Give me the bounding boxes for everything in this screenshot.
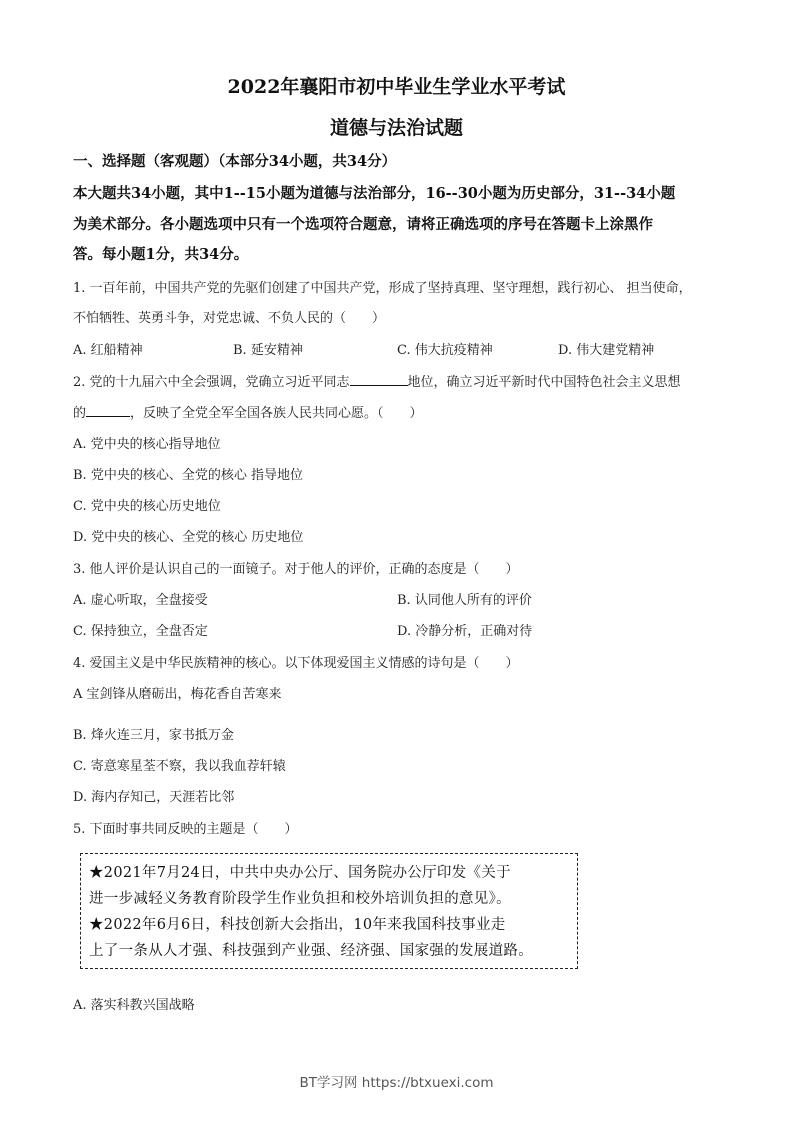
question-3-option-d: D. 冷静分析，正确对待 <box>397 624 533 639</box>
news-line-4: 上了一条从人才强、科技强到产业强、经济强、国家强的发展道路。 <box>89 943 533 959</box>
question-2-option-b: B. 党中央的核心、全党的核心 指导地位 <box>73 468 303 483</box>
exam-title: 2022年襄阳市初中毕业生学业水平考试 <box>227 76 566 98</box>
question-2-option-d: D. 党中央的核心、全党的核心 历史地位 <box>73 530 304 545</box>
news-line-2: 进一步减轻义务教育阶段学生作业负担和校外培训负担的意见》。 <box>89 891 511 907</box>
question-3-option-c: C. 保持独立，全盘否定 <box>73 624 208 639</box>
question-1-text-line-2: 不怕牺牲、英勇斗争，对党忠诚、不负人民的（ ） <box>73 311 386 326</box>
fill-blank-2 <box>86 404 130 417</box>
news-line-1: ★2021年7月24日，中共中央办公厅、国务院办公厅印发《关于 <box>89 865 511 881</box>
question-4-text: 4. 爱国主义是中华民族精神的核心。以下体现爱国主义情感的诗句是（ ） <box>73 656 519 671</box>
news-line-3: ★2022年6月6日，科技创新大会指出，10年来我国科技事业走 <box>89 917 506 933</box>
question-5-text: 5. 下面时事共同反映的主题是（ ） <box>73 822 298 837</box>
question-4-option-c: C. 寄意寒星荃不察，我以我血荐轩辕 <box>73 759 286 774</box>
instructions-line-1: 本大题共34小题，其中1--15小题为道德与法治部分，16--30小题为历史部分，31--34小题 <box>73 185 676 202</box>
section-heading: 一、选择题（客观题）（本部分34小题，共34分） <box>73 153 397 170</box>
question-4-option-d: D. 海内存知己，天涯若比邻 <box>73 790 235 805</box>
question-3-text: 3. 他人评价是认识自己的一面镜子。对于他人的评价，正确的态度是（ ） <box>73 562 519 577</box>
fill-blank-1 <box>350 373 408 386</box>
question-3-option-b: B. 认同他人所有的评价 <box>397 593 532 608</box>
instructions-line-3: 答。每小题1分，共34分。 <box>73 246 249 263</box>
question-1-option-a: A. 红船精神 <box>73 343 143 358</box>
news-excerpt-box <box>80 853 578 969</box>
question-5-option-a: A. 落实科教兴国战略 <box>73 998 195 1013</box>
question-2-text-part-4: ，反映了全党全军全国各族人民共同心愿。（ ） <box>130 406 423 421</box>
question-1-option-c: C. 伟大抗疫精神 <box>397 343 493 358</box>
question-2-text-part-2: 地位，确立习近平新时代中国特色社会主义思想 <box>407 375 681 390</box>
watermark-footer: BT学习网 https://btxuexi.com <box>299 1075 494 1091</box>
question-2-text-line-1 <box>73 371 681 390</box>
question-1-text-line-1: 1. 一百年前，中国共产党的先驱们创建了中国共产党，形成了坚持真理、坚守理想，践行初心、 担当使命， <box>73 281 692 296</box>
question-4-option-b: B. 烽火连三月，家书抵万金 <box>73 728 234 743</box>
question-2-option-a: A. 党中央的核心指导地位 <box>73 437 221 452</box>
question-2-option-c: C. 党中央的核心历史地位 <box>73 499 221 514</box>
question-1-option-d: D. 伟大建党精神 <box>558 343 655 358</box>
question-2-text-part-1: 2. 党的十九届六中全会强调，党确立习近平同志 <box>73 375 350 390</box>
question-2-text-line-2 <box>73 402 423 421</box>
instructions-line-2: 为美术部分。各小题选项中只有一个选项符合题意，请将正确选项的序号在答题卡上涂黑作 <box>73 216 653 233</box>
question-2-text-part-3: 的 <box>73 406 87 421</box>
exam-subtitle: 道德与法治试题 <box>329 117 463 139</box>
question-1-option-b: B. 延安精神 <box>233 343 303 358</box>
question-4-option-a: A 宝剑锋从磨砺出，梅花香自苦寒来 <box>73 687 282 702</box>
question-3-option-a: A. 虚心听取，全盘接受 <box>73 593 208 608</box>
